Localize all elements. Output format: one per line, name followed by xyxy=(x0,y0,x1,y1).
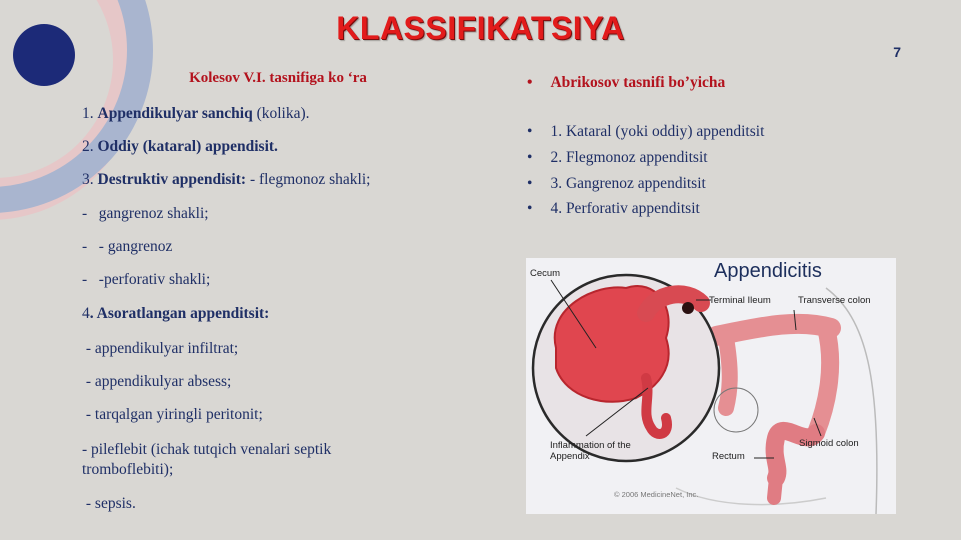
figure-title: Appendicitis xyxy=(714,260,822,282)
list-item: 4. Asoratlangan appenditsit: xyxy=(82,305,270,322)
bullet: • xyxy=(527,74,533,91)
list-item: 2. Oddiy (kataral) appendisit. xyxy=(82,138,278,155)
label-transverse-colon: Transverse colon xyxy=(798,295,871,306)
transverse-colon-shape xyxy=(716,324,831,336)
list-item: 1. Appendikulyar sanchiq (kolika). xyxy=(82,105,310,122)
slide-number: 7 xyxy=(893,44,901,60)
list-item: • 2. Flegmonoz appenditsit xyxy=(527,149,708,166)
list-item: - gangrenoz shakli; xyxy=(82,205,209,222)
list-item: - tarqalgan yiringli peritonit; xyxy=(85,406,263,423)
label-inflammation: Inflammation of the Appendix xyxy=(550,440,631,462)
list-item: - - gangrenoz xyxy=(82,238,173,255)
list-item: - pileflebit (ichak tutqich venalari septik tromboflebiti); xyxy=(82,441,332,478)
list-item: - appendikulyar infiltrat; xyxy=(85,340,239,357)
list-item: - appendikulyar absess; xyxy=(85,373,232,390)
left-column-heading: Kolesov V.I. tasnifiga ko ‘ra xyxy=(189,70,367,86)
descending-colon-shape xyxy=(816,328,830,433)
list-item: • 1. Kataral (yoki oddiy) appenditsit xyxy=(527,123,765,140)
label-rectum: Rectum xyxy=(712,451,745,462)
appendicitis-illustration xyxy=(526,258,896,514)
label-terminal-ileum: Terminal Ileum xyxy=(709,295,771,306)
list-item: 3. Destruktiv appendisit: - flegmonoz shakli; xyxy=(82,171,371,188)
page-title: KLASSIFIKATSIYA xyxy=(336,10,625,46)
figure-copyright: © 2006 MedicineNet, Inc. xyxy=(614,490,699,499)
ascending-colon-shape xyxy=(726,338,730,408)
list-item: • 4. Perforativ appenditsit xyxy=(527,200,700,217)
list-item: - sepsis. xyxy=(85,495,136,512)
rectum-shape xyxy=(774,478,776,498)
label-cecum: Cecum xyxy=(530,268,561,279)
right-heading-text: Abrikosov tasnifi bo’yicha xyxy=(550,74,726,91)
label-sigmoid-colon: Sigmoid colon xyxy=(799,438,859,449)
list-item: • 3. Gangrenoz appenditsit xyxy=(527,175,706,192)
list-item: - -perforativ shakli; xyxy=(82,271,211,288)
right-column-heading xyxy=(527,74,725,92)
